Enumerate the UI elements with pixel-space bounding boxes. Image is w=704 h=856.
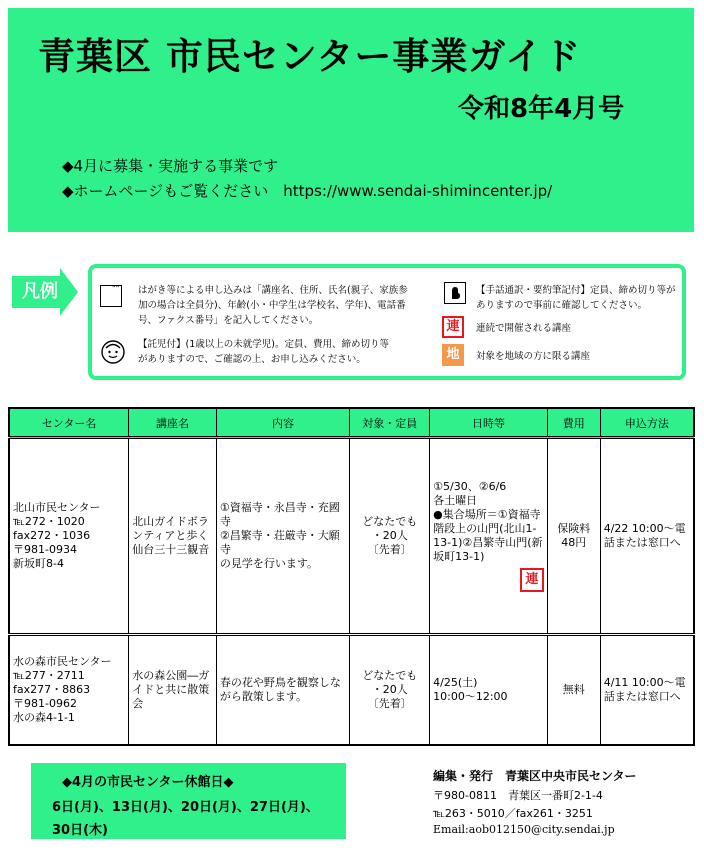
- center-cell: [9, 635, 129, 746]
- center-name: 水の森市民センター: [13, 655, 112, 668]
- column-header: センター名: [9, 408, 129, 438]
- center-address: 水の森4-1-1: [13, 711, 75, 724]
- intro-line-recruit: ◆4月に募集・実施する事業です: [62, 157, 279, 175]
- column-header: 対象・定員: [350, 408, 430, 438]
- fee-cell: [547, 438, 600, 635]
- apply-cell: 4/11 10:00～電話または窓口へ: [600, 635, 694, 746]
- events-table: [8, 407, 695, 746]
- center-tel: ℡277・2711: [13, 669, 85, 682]
- center-cell: [9, 438, 129, 635]
- fee-cell: 無料: [547, 635, 600, 746]
- datetime-cell: [430, 438, 548, 635]
- course-cell: 北山ガイドボランティアと歩く仙台三十三観音: [129, 438, 217, 635]
- table-row: [9, 635, 694, 746]
- column-header: 申込方法: [600, 408, 694, 438]
- datetime-cell: 4/25(土) 10:00～12:00: [430, 635, 548, 746]
- closed-days-dates: 6日(月)、13日(月)、20日(月)、27日(月)、: [52, 800, 319, 815]
- center-fax: fax277・8863: [13, 683, 91, 696]
- table-header-row: [9, 408, 694, 438]
- center-postal: 〒981-0934: [13, 543, 77, 556]
- datetime-text: ①5/30、②6/6 各土曜日 ●集合場所＝①資福寺階段上の山門(北山1-13-1)②昌繁寺山門(新坂町13-1): [433, 480, 543, 563]
- column-header: 内容: [216, 408, 350, 438]
- legend-childcare-text: 【託児付】(1歳以上の未就学児)。定員、費用、締め切り等がありますので、ご確認の上、お申し込みください。: [138, 339, 389, 365]
- publisher-email: Email:aob012150@city.sendai.jp: [433, 823, 615, 836]
- target-line: どなたでも: [362, 669, 418, 682]
- publisher-name: 編集・発行 青葉区中央市民センター: [433, 769, 637, 783]
- target-cell: [350, 635, 430, 746]
- column-header: 講座名: [129, 408, 217, 438]
- column-header: 日時等: [430, 408, 548, 438]
- legend-sign-text: 【手話通訳・要約筆記付】定員、締め切り等がありますので事前に確認してください。: [476, 285, 676, 311]
- legend-postcard-text: はがき等による申し込みは「講座名、住所、氏名(親子、家族参加の場合は全員分)、年齢(小・中学生は学校名、学年)、電話番号、ファクス番号」を記入してください。: [138, 285, 408, 326]
- target-line: 〔先着〕: [367, 543, 412, 556]
- target-line: ・20人: [371, 529, 408, 542]
- fee-line: 48円: [561, 536, 587, 549]
- target-line: 〔先着〕: [367, 697, 412, 710]
- target-line: ・20人: [371, 683, 408, 696]
- center-postal: 〒981-0962: [13, 697, 77, 710]
- center-tel: ℡272・1020: [13, 515, 85, 528]
- intro-line-homepage: ◆ホームページもご覧ください https://www.sendai-shimincenter.jp/: [62, 182, 553, 200]
- legend-tag-label: 凡例: [22, 281, 58, 302]
- legend-series-text: 連続で開催される講座: [476, 323, 572, 334]
- sign-language-icon: [444, 282, 466, 304]
- target-cell: [350, 438, 430, 635]
- local-only-icon: 地: [442, 344, 464, 366]
- page-title: 青葉区 市民センター事業ガイド: [38, 35, 582, 78]
- course-cell: 水の森公園―ガイドと共に散策会: [129, 635, 217, 746]
- apply-cell: 4/22 10:00～電話または窓口へ: [600, 438, 694, 635]
- publisher-address: 〒980-0811 青葉区一番町2-1-4: [433, 789, 603, 802]
- content-cell: 春の花や野鳥を観察しながら散策します。: [216, 635, 350, 746]
- center-fax: fax272・1036: [13, 529, 91, 542]
- legend-local-text: 対象を地域の方に限る講座: [476, 351, 591, 362]
- column-header: 費用: [547, 408, 600, 438]
- fee-line: 保険料: [557, 522, 591, 535]
- table-row: [9, 438, 694, 635]
- postcard-stamp-mark: "": [112, 284, 120, 293]
- content-cell: ①資福寺・永昌寺・充國寺 ②昌繁寺・荘厳寺・大願寺 の見学を行います。: [216, 438, 350, 635]
- target-line: どなたでも: [362, 515, 418, 528]
- closed-days-title: ◆4月の市民センター休館日◆: [62, 775, 234, 790]
- childcare-icon: [100, 338, 126, 364]
- series-course-icon: 連: [442, 316, 464, 338]
- closed-days-dates: 30日(木): [52, 823, 108, 838]
- center-name: 北山市民センター: [13, 501, 101, 514]
- series-course-icon: 連: [520, 568, 544, 592]
- center-address: 新坂町8-4: [13, 557, 64, 570]
- issue-label: 令和8年4月号: [458, 94, 625, 124]
- publisher-phone: ℡263・5010／fax261・3251: [433, 807, 593, 820]
